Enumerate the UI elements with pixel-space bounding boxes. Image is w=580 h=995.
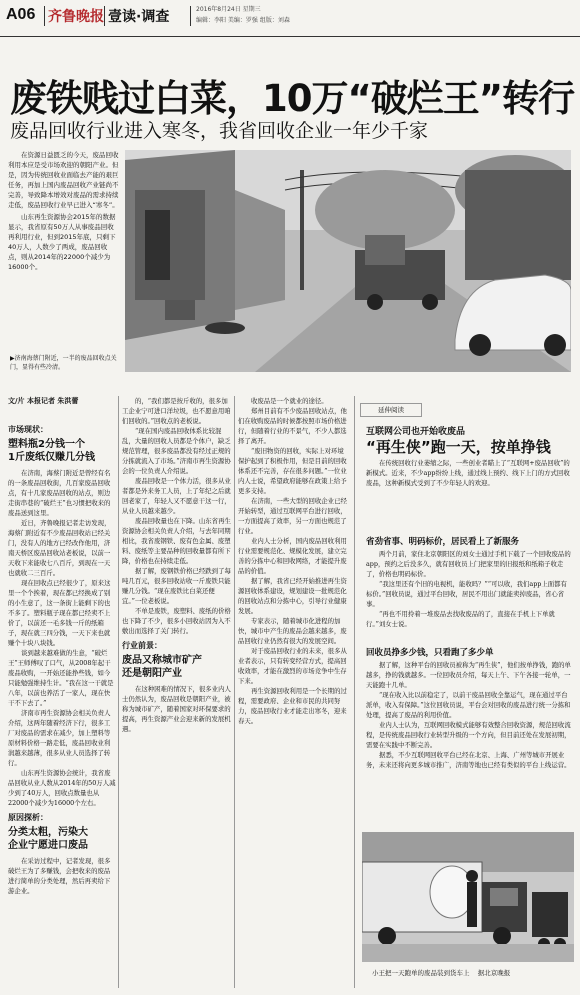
body-paragraph: 济南市再生资源协会相关负责人介绍，这两年随着经济下行，很多工厂对废品的需求在减少，加上塑料等原材料价格一路走低，废品回收业利润越来越薄，很多从业人员选择了转行。 [8,709,111,767]
photo2-credit: 据北京晚报 [477,969,511,977]
body-paragraph: 不单是废铁，废塑料、废纸的价格也下降了不少，很多小回收站因为入不敷出而选择了关门转行。 [122,607,231,635]
section-kicker: 市场现状： [8,425,48,434]
body-paragraph: 对于废品回收行业的未来，很多从业者表示，只有转变经营方式，提高回收效率，才能在激烈的市场竞争中生存下来。 [238,647,347,685]
section-kicker: 原因探析： [8,813,48,822]
body-paragraph: 谈到越来越难做的生意，“破烂王”王师傅叹了口气，从2008年起干废品收购，一开始还能挣些钱，如今只能勉强维持生计。“我在这一干就是八年，以前也养活了一家人，现在快干不下去了。” [8,649,114,707]
body-paragraph: 在采访过程中，记者发现，很多破烂王为了多赚钱，会把收来的废品进行简单的分类处理，然后再卖给下游企业。 [8,857,111,895]
main-headline: 废铁贱过白菜，10万“破烂王”转行 [10,77,575,120]
body-paragraph: “现在国内废品回收体系比较混乱，大量的回收人员都是个体户，缺乏规范管理，很多废品都没有经过正规的分拣就流入了市场。”济南市再生资源协会的一位负责人介绍说。 [122,427,231,475]
body-paragraph: 收废品是一个就业的途径。 [251,397,328,405]
editor-line: 编辑：李阳 美编：罗强 组版：刘森 [196,17,290,24]
section-heading: 塑料瓶2分钱一个 1斤废纸仅赚几分钱 [8,439,95,463]
paper-name-logo: 齐鲁晚报 [48,9,104,25]
sidebar-subheading: 省劲省事、明码标价，居民看上了新服务 [366,537,520,547]
byline: 文/片 本报记者 朱洪蕾 [8,397,79,405]
body-paragraph: 专家表示，随着城市化进程的加快，城市中产生的废品会越来越多，废品回收行业仍然有很大的发展空间。 [238,617,347,645]
sidebar-body-1 [366,458,572,532]
body-paragraph: 郑州目前有不少废品回收站点，他们在收购废品的时候都按照市场价格进行，但随着行业的不景气，不少人都选择了离开。 [238,407,347,445]
body-paragraph: 据了解，我省已经开始推进再生资源回收体系建设，规划建设一批规范化的回收站点和分拣中心，引导行业健康发展。 [238,577,347,615]
body-paragraph: 废品回收量也在下降。山东省再生资源协会相关负责人介绍，与去年同期相比，我省废钢铁、废有色金属、废塑料、废纸等主要品种的回收量都有所下降，价格也在持续走低。 [122,517,231,565]
truck-photo [362,832,574,962]
article-column-3 [238,396,350,988]
body-paragraph: 两个月前，家住北京朝阳区的刘女士通过手机下载了一个回收废品的app，预约之后没多久，就有回收员上门把家里的旧报纸和纸箱子收走了，价格也明码标价。 [366,550,571,578]
section-heading: 分类太粗，污染大 企业宁愿进口废品 [8,827,88,851]
body-paragraph: 现在回收点已经很少了，原来这里一个个挨着，现在都已经换成了别的小生意了，这一条街上能剩下的也不多了。塑料瓶子现在都已经卖不上价了，以前还一毛多钱一斤的纸箱子，现在就三四分钱，一天下来也就赚个十块八块钱。 [8,579,111,647]
intro-paragraph: 在资源日益匮乏的今天，废品回收利用本应是受市场欢迎的朝阳产业。但是，因为传统回收业面临去产能的艰巨任务，再加上国内废品回收产业链尚不完善，导致降本增效对废品的需求持续走低，废品回收行业早已进入“寒冬”。 [8,151,119,209]
photo1-caption: ▶济南海蔡门附近，一半的废品回收点关门，显得有些冷清。 [10,355,117,371]
sidebar-body-3 [366,660,572,828]
sidebar-subheading: 回收员挣多少钱，只看跑了多少单 [366,648,494,658]
body-paragraph: 山东再生资源协会统计，我省废品回收从业人数从2014年的50万人减少到了40万人，回收点数量也从22000个减少为16000个左右。 [8,769,116,807]
body-paragraph: 业内人士认为，互联网回收模式能够有效整合回收资源，规范回收流程，是传统废品回收行业转型升级的一个方向，但目前还处在发展初期，需要在实践中不断完善。 [366,721,571,749]
related-reading-tag: 延伸阅读 [360,403,422,417]
sub-headline: 废品回收行业进入寒冬，我省回收企业一年少千家 [10,120,429,142]
body-paragraph: 据了解，废钢铁价格已经跌到了每吨几百元，很多回收站收一斤废铁只能赚几分钱。“现在废铁比白菜还便宜。”一位老板说。 [122,567,231,605]
body-paragraph: 在济南，一些大型的回收企业已经开始转型，通过互联网平台进行回收，一方面提高了效率，另一方面也规范了行业。 [238,497,347,535]
article-column-1 [8,396,116,988]
section-kicker: 行业前景： [122,641,162,650]
section-heading: 废品又称城市矿产 还是朝阳产业 [122,655,202,679]
body-paragraph: 在传统回收行业萎缩之际，一些创业者瞄上了“互联网+废品回收”的新模式。近来，不少app纷纷上线，通过线上预约、线下上门的方式回收废品，这种新模式受到了不少年轻人的欢迎。 [366,459,570,487]
page-number: A06 [6,6,36,23]
body-paragraph: 废品回收是一个体力活，很多从业者都是外来务工人员，上了年纪之后就回老家了，年轻人又不愿意干这一行，从业人员越来越少。 [122,477,231,515]
article-column-2 [122,396,232,988]
body-paragraph: “再也不用拎着一堆废品去找收废品的了，直接在手机上下单就行。”刘女士说。 [366,610,555,628]
body-paragraph: 在济南，海蔡门附近是曾经有名的一条废品回收街，几百家废品回收点，有十几家废品回收的站点，则边走街串巷的“破烂王”也习惯把收来的废品送到这里。 [8,469,111,517]
intro-paragraph: 山东再生资源协会2015年的数据显示，我省原有50万人从事废品回收再利用行业，但到2015年底，只剩下40万人，人数少了两成，废品回收点，则从2014年的22000个减少为16000个。 [8,213,116,271]
body-paragraph: 据悉，不少互联网回收平台已经在北京、上海、广州等城市开展业务，未来还将向更多城市推广，济南等地也已经有类似的平台上线运营。 [366,751,571,769]
body-paragraph: “我这里还有个旧的电视机，能收吗？”“可以收，我们app上面都有标价。”回收员说，通过平台回收，居民不用出门就能卖掉废品，省心省事。 [366,580,567,608]
body-paragraph: 近日，齐鲁晚报记者走访发现，海蔡门附近有不少废品回收站已经关门，没有人的地方已经改作他用，济南天桥区废品回收站老板说，以前一天收下来能收七八百斤，到现在一天也就收二三百斤。 [8,519,111,577]
body-paragraph: “现在收入比以前稳定了，以前干废品回收全靠运气，现在通过平台派单，收入有保障。”这位回收员说，平台会对回收的废品进行统一分拣和处理，提高了废品的利用价值。 [366,691,571,719]
body-paragraph: 据了解，这种平台的回收员被称为“再生侠”，他们按单挣钱，跑的单越多，挣的钱就越多。一位回收员介绍，每天上午、下午各接一轮单，一天能跑十几单。 [366,661,571,689]
sidebar-kicker: 互联网公司也开始收废品 [366,427,466,437]
body-paragraph: 业内人士分析，国内废品回收利用行业需要规范化、规模化发展，建立完善的分拣中心和回收网络，才能提升废品的价值。 [238,537,347,575]
body-paragraph: 的，“我们都是按斤收的，很多加工企业宁可进口洋垃圾，也不愿意用咱们回收的。”回收点的老板说。 [122,397,231,425]
section-title: 壹读·调查 [108,9,170,25]
street-photo [125,150,571,372]
body-paragraph: 在这种困难的情况下，很多业内人士仍然认为，废品回收是朝阳产业，被称为城市矿产，随着国家对环保要求的提高，再生资源产业会迎来新的发展机遇。 [122,685,231,733]
body-paragraph: 再生资源回收利用是一个长期的过程，需要政府、企业和市民的共同努力，废品回收行业才能走出寒冬，迎来春天。 [238,687,347,725]
page-header [0,0,580,37]
photo2-caption [372,968,510,977]
intro-text [8,150,120,274]
sidebar-body-2 [366,549,572,643]
photo2-caption-text: 小王把一天跑单的废品装到货车上 [372,969,470,977]
body-paragraph: “废旧物资的回收，实际上对环境保护起到了积极作用，但是目前的回收体系还不完善，存在很多问题。”一位业内人士说，希望政府能够在政策上给予更多支持。 [238,447,347,495]
sidebar-headline: “再生侠”跑一天，按单挣钱 [366,438,551,456]
date-line: 2016年8月24日 星期三 [196,6,261,13]
